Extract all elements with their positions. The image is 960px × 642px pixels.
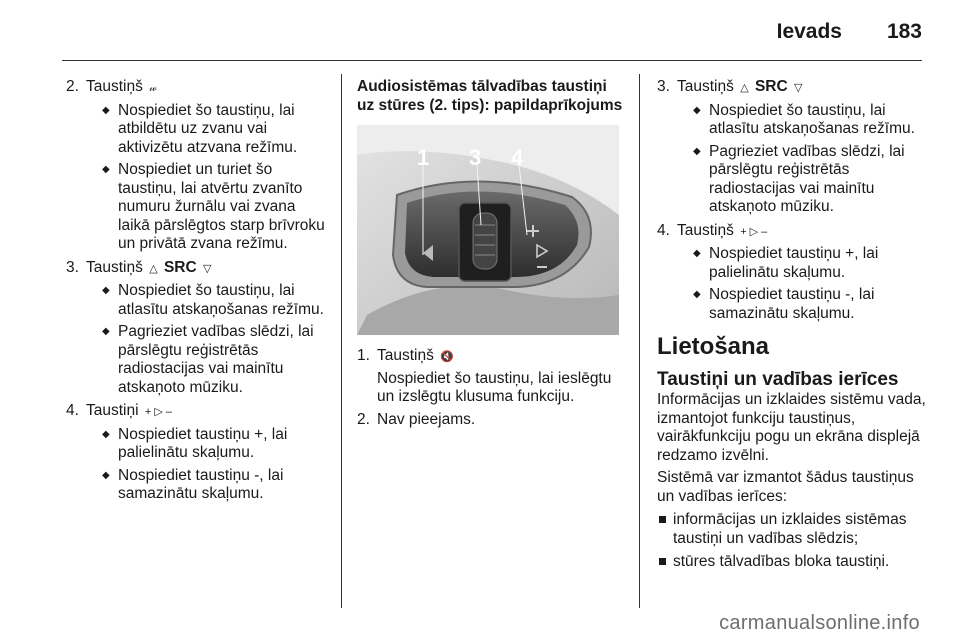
list-item: 2. Taustiņš 𝓌 ◆ Nospiediet šo taustiņu, lai atbildētu uz zvanu vai aktivizētu atzvana režīmu. ◆ Nospiediet un turiet šo taustiņu, lai atvērtu zvanīto numuru žurnālu vai zvana laikā pārslēgtos starp brīvroku un privātā zvana režīmu. <box>66 78 331 254</box>
column-divider-2 <box>639 74 640 608</box>
list-item: 2. Nav pieejams. <box>357 410 476 428</box>
watermark: carmanualsonline.info <box>719 612 920 634</box>
page-header <box>0 0 960 62</box>
steering-wheel-illustration <box>357 125 619 335</box>
section-heading: Audiosistēmas tālvadības taustiņi uz stūres (2. tips): papildaprīkojums <box>357 78 623 114</box>
triangle-down-icon: ▽ <box>203 262 212 275</box>
bullet-item: ◆ Pagrieziet vadības slēdzi, lai pārslēgtu reģistrētās radiostacijas vai mainītu atskaņoto mūziku. <box>86 323 331 397</box>
bullet-item: ◆ Nospiediet šo taustiņu, lai atlasītu atskaņošanas režīmu. <box>86 282 331 319</box>
triangle-up-icon: △ <box>740 82 749 94</box>
triangle-up-icon: △ <box>149 262 158 275</box>
mute-icon: 🔇 <box>440 351 454 363</box>
page-number: 183 <box>886 20 922 43</box>
list-item: 4. Taustiņi + ▷ – ◆ Nospiediet taustiņu +, lai palielinātu skaļumu. ◆ Nospiediet taustiņu -, lai samazinātu skaļumu. <box>66 402 331 504</box>
column-right <box>657 78 927 572</box>
paragraph: Informācijas un izklaides sistēmu vada, izmantojot funkciju taustiņus, vairākfunkciju pogu un ekrāna displejā redzamo izvēlni. <box>657 391 926 464</box>
section-title: Lietošana <box>657 333 770 360</box>
list-item: 1. Taustiņš 🔇 Nospiediet šo taustiņu, lai ieslēgtu un izslēgtu klusuma funkciju. <box>357 347 612 405</box>
subsection-title: Taustiņi un vadības ierīces <box>657 369 899 390</box>
phone-icon: 𝓌 <box>149 82 157 94</box>
list-item: 3. Taustiņš △ SRC ▽ ◆ Nospiediet šo taustiņu, lai atlasītu atskaņošanas režīmu. ◆ Pagrieziet vadības slēdzi, lai pārslēgtu reģistrētās radiostacijas vai mainītu atskaņoto mūziku. <box>66 259 331 398</box>
src-label: SRC <box>754 78 788 95</box>
bullet-item: ◆ Nospiediet taustiņu -, lai samazinātu skaļumu. <box>86 467 331 504</box>
photo-label-1: 1 <box>417 145 430 170</box>
bullet-item: ◆ Nospiediet un turiet šo taustiņu, lai atvērtu zvanīto numuru žurnālu vai zvana laikā pārslēgtos starp brīvroku un privātā zvana režīmu. <box>86 161 331 254</box>
bullet-item: ◆ Nospiediet taustiņu +, lai palielinātu skaļumu. <box>86 426 331 463</box>
list-item: 4. Taustiņš + ▷ – ◆ Nospiediet taustiņu +, lai palielinātu skaļumu. ◆ Nospiediet taustiņu -, lai samazinātu skaļumu. <box>657 222 927 324</box>
bullet-item: ◆ Pagrieziet vadības slēdzi, lai pārslēgtu reģistrētās radiostacijas vai mainītu atskaņoto mūziku. <box>677 143 927 217</box>
bullet-item: ◆ Nospiediet taustiņu -, lai samazinātu skaļumu. <box>677 286 927 323</box>
steering-controls-photo <box>357 125 619 335</box>
list-item: 3. Taustiņš △ SRC ▽ ◆ Nospiediet šo taustiņu, lai atlasītu atskaņošanas režīmu. ◆ Pagrieziet vadības slēdzi, lai pārslēgtu reģistrētās radiostacijas vai mainītu atskaņoto mūziku. <box>657 78 927 217</box>
photo-label-3: 3 <box>469 145 482 170</box>
header-divider <box>62 60 922 61</box>
bullet-item: ◆ Nospiediet šo taustiņu, lai atbildētu uz zvanu vai aktivizētu atzvana režīmu. <box>86 102 331 158</box>
photo-label-4: 4 <box>511 145 524 170</box>
volume-icon: + ▷ – <box>144 406 172 418</box>
column-divider-1 <box>341 74 342 608</box>
paragraph: Sistēmā var izmantot šādus taustiņus un vadības ierīces: <box>657 469 914 505</box>
bullet-item: ◆ Nospiediet taustiņu +, lai palielinātu skaļumu. <box>677 245 927 282</box>
list-item: informācijas un izklaides sistēmas taustiņi un vadības slēdzis; <box>657 511 927 548</box>
photo-caption <box>357 347 627 429</box>
list-item: stūres tālvadības bloka taustiņi. <box>657 553 927 572</box>
page-title: Ievads <box>776 20 842 43</box>
triangle-down-icon: ▽ <box>794 82 803 94</box>
column-left <box>66 78 331 509</box>
src-label: SRC <box>163 258 197 276</box>
bullet-item: ◆ Nospiediet šo taustiņu, lai atlasītu atskaņošanas režīmu. <box>677 102 927 139</box>
volume-icon: + ▷ – <box>740 225 768 238</box>
column-middle <box>357 78 627 429</box>
